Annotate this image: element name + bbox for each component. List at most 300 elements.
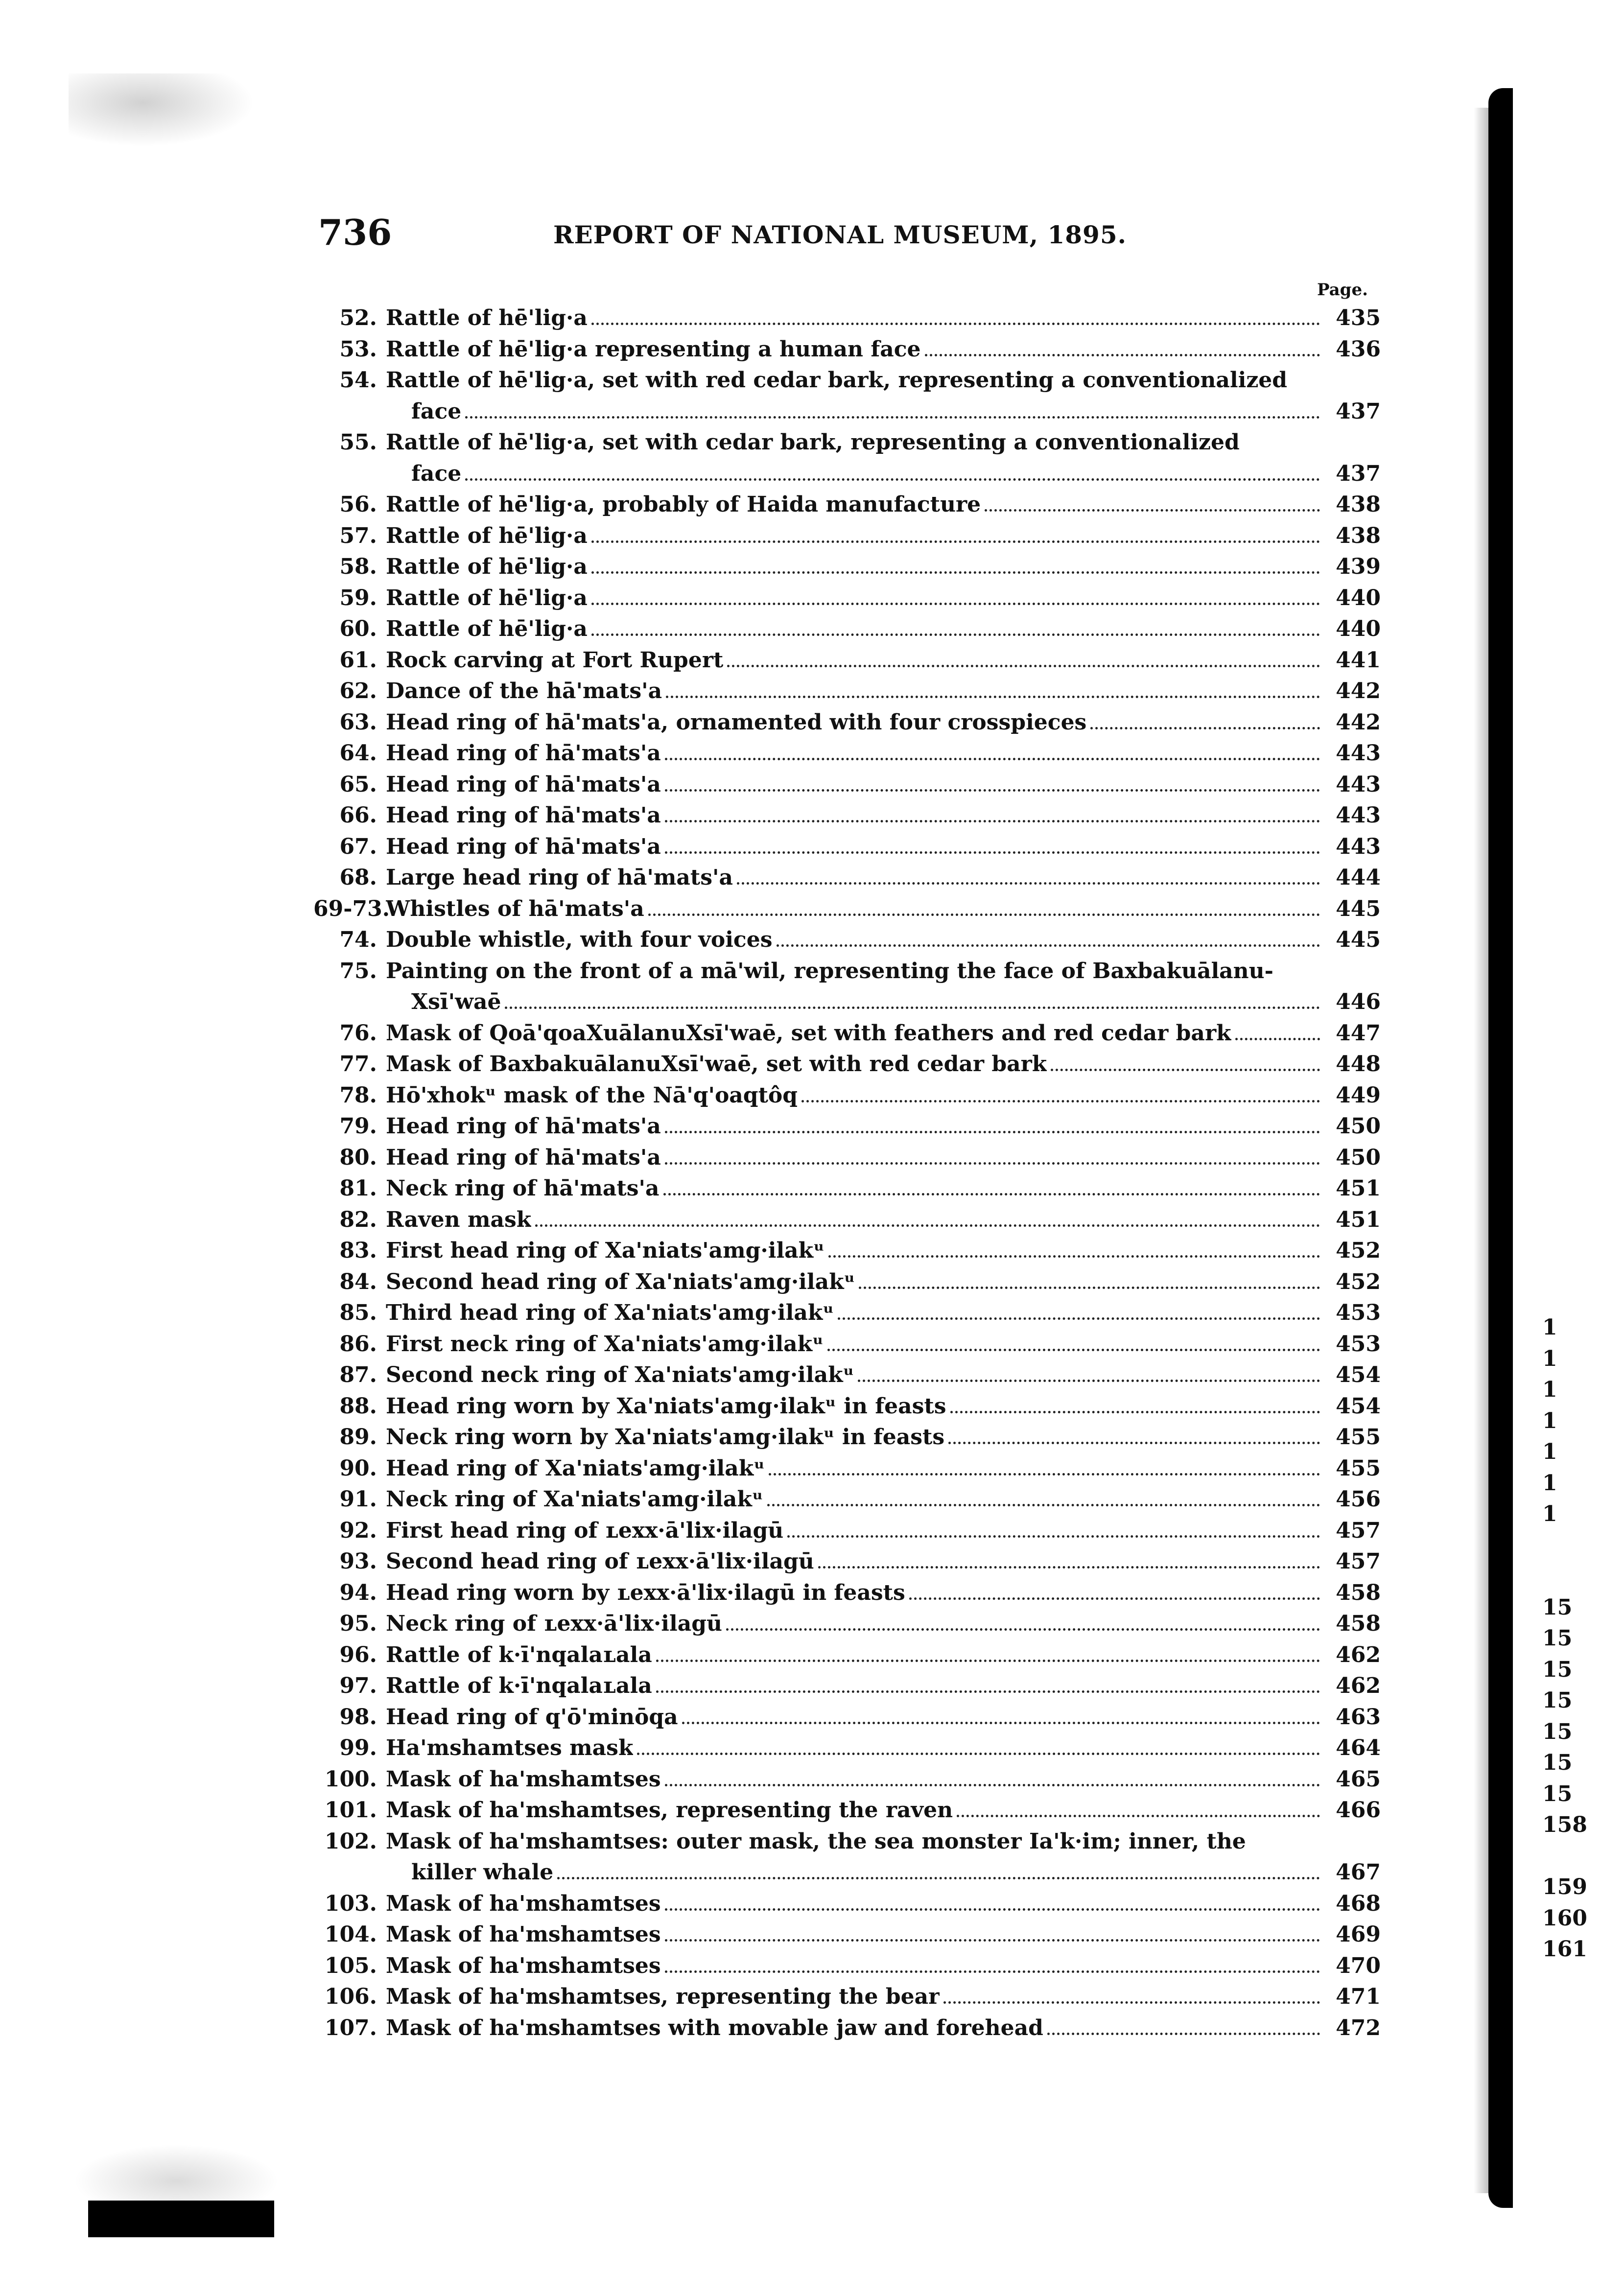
figure-number: 53. [339,336,377,362]
page-fragment: 159 [1542,1874,1587,1899]
figure-entry [313,1235,1381,1266]
figure-caption: Head ring worn by Xa'niats'amg·ilakᵘ in feasts [386,1393,946,1419]
figure-caption: Second neck ring of Xa'niats'amg·ilakᵘ [386,1362,854,1387]
dot-leader [665,758,1320,760]
figure-number: 80. [339,1145,377,1170]
figure-entry [313,1764,1381,1795]
figure-caption-continuation: face [411,398,462,424]
scan-edge-tick [245,2201,253,2237]
page-ref: 470 [1336,1953,1381,1978]
page-ref: 442 [1336,709,1381,735]
page-ref: 449 [1336,1082,1381,1108]
figure-entry [313,334,1381,365]
figure-caption: Rock carving at Fort Rupert [386,647,724,673]
dot-leader [591,323,1320,325]
figure-caption: Rattle of hē'lig·a [386,305,588,330]
figure-caption: Neck ring of ʟexx·ā'lix·ilagū [386,1611,722,1636]
dot-leader [737,882,1320,885]
figure-entry-continuation [313,458,1381,490]
page-fragment: 15 [1542,1750,1573,1775]
page-ref: 457 [1336,1549,1381,1574]
figure-caption: Raven mask [386,1207,532,1232]
figure-number: 101. [324,1798,377,1823]
page-fragment: 1 [1542,1346,1557,1371]
dot-leader [943,2001,1320,2004]
figure-entry [313,738,1381,769]
page-fragment [1542,1841,1601,1872]
figure-caption: Mask of ha'mshamtses, representing the raven [386,1798,953,1823]
figure-caption: Mask of ha'mshamtses [386,1953,661,1978]
dot-leader [948,1442,1320,1444]
figure-entry [313,924,1381,956]
dot-leader [656,1660,1320,1662]
dot-leader [557,1877,1320,1879]
page-ref: 443 [1336,772,1381,797]
figure-number: 82. [339,1207,377,1232]
page-ref: 442 [1336,679,1381,703]
page-fragment [1542,1561,1601,1592]
page-ref: 446 [1336,989,1381,1014]
dot-leader [665,1784,1320,1786]
dot-leader [505,1007,1320,1009]
dot-leader [465,416,1320,419]
figure-caption: Neck ring of Xa'niats'amg·ilakᵘ [386,1487,763,1512]
figure-number: 64. [339,741,377,766]
dot-leader [648,914,1320,916]
page-ref: 454 [1336,1362,1381,1387]
figure-entry [313,365,1381,427]
figure-number: 83. [339,1238,377,1263]
page-ref: 445 [1336,896,1381,921]
figure-caption: Third head ring of Xa'niats'amg·ilakᵘ [386,1300,834,1325]
page-fragment: 15 [1542,1688,1573,1713]
figure-caption: Mask of Qoā'qoaXuālanuXsī'waē, set with feathers and red cedar bark [386,1020,1231,1046]
dot-leader [925,354,1320,356]
figure-number: 81. [339,1176,377,1201]
page-ref: 467 [1336,1860,1381,1885]
figure-entry [313,1919,1381,1950]
figure-entry-line [313,1826,1381,1857]
figure-entry [313,1608,1381,1640]
page-fragment: 15 [1542,1719,1573,1744]
figure-number: 77. [339,1052,377,1077]
dot-leader [665,1131,1320,1133]
page-fragment: 15 [1542,1657,1573,1682]
figure-number: 89. [339,1425,377,1450]
figure-number: 68. [339,865,377,890]
page-ref: 437 [1336,461,1381,486]
binding-edge [1488,88,1513,2208]
page-fragment [1542,1530,1601,1561]
dot-leader [727,665,1320,667]
figure-caption: Second head ring of ʟexx·ā'lix·ilagū [386,1549,814,1574]
dot-leader [1051,1069,1320,1071]
dot-leader [801,1100,1320,1102]
figure-caption: Rattle of hē'lig·a [386,616,588,641]
figure-entry [313,1422,1381,1453]
dot-leader [858,1380,1320,1382]
figure-entry [313,2013,1381,2044]
page-ref: 451 [1336,1207,1381,1232]
dot-leader [665,1908,1320,1911]
dot-leader [769,1473,1320,1476]
figure-number: 61. [339,647,377,673]
figure-caption: Hō'xhokᵘ mask of the Nā'q'oaqtôq [386,1082,798,1108]
figure-number: 76. [339,1020,377,1046]
figure-entry [313,1018,1381,1049]
figure-number: 63. [339,709,377,735]
dot-leader [838,1317,1320,1320]
figure-number: 86. [339,1331,377,1357]
figure-caption: Rattle of k·ī'nqalaʟala [386,1642,652,1667]
figure-number: 59. [339,585,377,610]
figure-entry [313,1733,1381,1764]
page-ref: 456 [1336,1487,1381,1512]
page-fragment: 161 [1542,1937,1587,1962]
page-ref: 468 [1336,1891,1381,1916]
figure-entry [313,1359,1381,1391]
figure-list [313,303,1381,2043]
dot-leader [957,1815,1320,1817]
figure-caption: Head ring of hā'mats'a, ornamented with four crosspieces [386,709,1087,735]
figure-caption: Neck ring of hā'mats'a [386,1176,660,1201]
dot-leader [827,1349,1320,1351]
figure-caption: Mask of ha'mshamtses [386,1922,661,1947]
dot-leader [591,571,1320,574]
figure-caption: Head ring of Xa'niats'amg·ilakᵘ [386,1455,765,1481]
dot-leader [767,1504,1320,1506]
figure-number: 84. [339,1269,377,1294]
figure-entry [313,1484,1381,1515]
page-ref: 465 [1336,1766,1381,1792]
dot-leader [1235,1038,1320,1040]
page-ref: 453 [1336,1300,1381,1325]
dot-leader [591,633,1320,636]
page-fragment: 1 [1542,1315,1557,1340]
figure-entry [313,1515,1381,1546]
page-fragment: 160 [1542,1905,1587,1931]
figure-caption: Rattle of hē'lig·a, set with cedar bark, representing a conventionalized [386,430,1240,455]
binding-shadow [1474,108,1488,2193]
dot-leader [1047,2033,1320,2035]
dot-leader [465,478,1320,481]
dot-leader [665,1970,1320,1973]
figure-caption: Mask of ha'mshamtses [386,1766,661,1792]
figure-number: 65. [339,772,377,797]
figure-entry [313,956,1381,1018]
page-ref: 441 [1336,647,1381,673]
page-ref: 438 [1336,523,1381,548]
figure-caption: Large head ring of hā'mats'a [386,865,733,890]
figure-entry [313,1329,1381,1360]
figure-number: 58. [339,554,377,579]
figure-number: 92. [339,1518,377,1543]
figure-number: 57. [339,523,377,548]
dot-leader [665,1162,1320,1165]
figure-number: 102. [324,1828,377,1854]
figure-number: 103. [324,1891,377,1916]
figure-number: 104. [324,1922,377,1947]
page-ref: 454 [1336,1393,1381,1419]
figure-number: 87. [339,1362,377,1387]
figure-entry [313,303,1381,334]
figure-entry [313,489,1381,520]
figure-entry [313,1640,1381,1671]
page-ref: 440 [1336,585,1381,610]
page-ref: 450 [1336,1145,1381,1170]
figure-caption: Head ring of hā'mats'a [386,1114,661,1139]
figure-entry [313,1142,1381,1173]
figure-entry [313,769,1381,800]
figure-number: 93. [339,1549,377,1574]
page-ref: 462 [1336,1673,1381,1698]
figure-entry [313,1577,1381,1609]
page-ref: 447 [1336,1020,1381,1046]
figure-entry [313,800,1381,831]
dot-leader [909,1597,1320,1600]
figure-caption: Mask of ha'mshamtses with movable jaw and forehead [386,2015,1043,2040]
figure-entry [313,1049,1381,1080]
dot-leader [1090,727,1320,729]
page-ref: 452 [1336,1269,1381,1294]
figure-entry [313,1080,1381,1111]
figure-entry [313,1266,1381,1298]
running-head [318,211,1297,256]
page-ref: 458 [1336,1580,1381,1605]
figure-caption: Double whistle, with four voices [386,927,773,952]
figure-caption: Dance of the hā'mats'a [386,679,662,703]
dot-leader [828,1255,1320,1258]
adjacent-page-fragments [1542,1312,1601,1965]
figure-caption: Neck ring worn by Xa'niats'amg·ilakᵘ in feasts [386,1425,945,1450]
figure-caption: Second head ring of Xa'niats'amg·ilakᵘ [386,1269,855,1294]
page-ref: 472 [1336,2015,1381,2040]
page-ref: 438 [1336,492,1381,517]
dot-leader [591,603,1320,605]
figure-entry [313,831,1381,863]
dot-leader [591,540,1320,543]
page-fragment: 1 [1542,1470,1557,1496]
figure-number: 55. [339,430,377,455]
figure-entry-continuation [313,986,1381,1018]
figure-number: 54. [339,368,377,393]
figure-number: 79. [339,1114,377,1139]
page-ref: 440 [1336,616,1381,641]
page-number: 736 [318,211,392,253]
figure-entry-continuation [313,1857,1381,1888]
page-ref: 455 [1336,1455,1381,1481]
dot-leader [535,1224,1320,1227]
figure-caption: Head ring of hā'mats'a [386,741,661,766]
dot-leader [859,1287,1320,1289]
figure-caption: Whistles of hā'mats'a [386,896,644,921]
figure-entry [313,1888,1381,1920]
figure-number: 99. [339,1735,377,1760]
page-column-label: Page. [1317,280,1368,300]
page-ref: 443 [1336,741,1381,766]
figure-entry [313,707,1381,738]
figure-entry [313,520,1381,552]
figure-number: 95. [339,1611,377,1636]
figure-caption: Mask of BaxbakuālanuXsī'waē, set with red cedar bark [386,1052,1047,1077]
dot-leader [726,1628,1320,1631]
figure-caption: Rattle of hē'lig·a [386,554,588,579]
figure-caption: First head ring of ʟexx·ā'lix·ilagū [386,1518,784,1543]
dot-leader [777,944,1320,947]
dot-leader [666,696,1320,698]
page-ref: 469 [1336,1922,1381,1947]
page-fragment: 1 [1542,1501,1557,1526]
page-fragment: 1 [1542,1377,1557,1402]
page-ref: 464 [1336,1735,1381,1760]
figure-caption: First neck ring of Xa'niats'amg·ilakᵘ [386,1331,824,1357]
page-ref: 458 [1336,1611,1381,1636]
page-ref: 471 [1336,1984,1381,2009]
page-fragment: 1 [1542,1408,1557,1433]
figure-number: 90. [339,1455,377,1481]
figure-entry [313,1173,1381,1204]
dot-leader [665,789,1320,792]
page-ref: 457 [1336,1518,1381,1543]
page-fragment: 15 [1542,1781,1573,1806]
figure-caption-continuation: face [411,461,462,486]
page-ref: 466 [1336,1798,1381,1823]
scan-edge-tick [259,2201,267,2237]
figure-entry [313,613,1381,645]
figure-entry [313,1670,1381,1702]
figure-number: 98. [339,1704,377,1730]
figure-number: 56. [339,492,377,517]
figure-entry-continuation [313,396,1381,427]
page-ref: 435 [1336,305,1381,330]
page-fragment: 15 [1542,1626,1573,1651]
figure-number: 107. [324,2015,377,2040]
figure-caption: Mask of ha'mshamtses [386,1891,661,1916]
figure-entry [313,427,1381,489]
dot-leader [637,1753,1320,1755]
figure-caption-continuation: Xsī'waē [411,989,501,1014]
figure-number: 66. [339,803,377,828]
figure-entry [313,1981,1381,2013]
figure-entry [313,1204,1381,1236]
figure-caption: Head ring of hā'mats'a [386,1145,661,1170]
figure-caption: Rattle of hē'lig·a [386,585,588,610]
figure-number: 106. [324,1984,377,2009]
figure-caption: Mask of ha'mshamtses: outer mask, the sea monster Ia'k·im; inner, the [386,1828,1246,1854]
dot-leader [665,851,1320,854]
dot-leader [665,1939,1320,1942]
page-ref: 451 [1336,1176,1381,1201]
figure-caption: Mask of ha'mshamtses, representing the bear [386,1984,940,2009]
figure-entry [313,893,1381,925]
figure-caption: Rattle of hē'lig·a [386,523,588,548]
page-ref: 439 [1336,554,1381,579]
figure-entry [313,1111,1381,1142]
figure-entry [313,1297,1381,1329]
figure-number: 78. [339,1082,377,1108]
figure-number: 100. [324,1766,377,1792]
page-ref: 450 [1336,1114,1381,1139]
page-ref: 444 [1336,865,1381,890]
page-ref: 463 [1336,1704,1381,1730]
figure-caption: Head ring worn by ʟexx·ā'lix·ilagū in feasts [386,1580,905,1605]
dot-leader [950,1411,1320,1413]
figure-number: 75. [339,958,377,984]
page-ref: 443 [1336,834,1381,859]
page-ref: 436 [1336,336,1381,362]
figure-number: 60. [339,616,377,641]
figure-entry [313,1453,1381,1484]
figure-number: 74. [339,927,377,952]
page-ref: 455 [1336,1425,1381,1450]
page-ref: 445 [1336,927,1381,952]
figure-number: 96. [339,1642,377,1667]
figure-entry [313,1391,1381,1422]
figure-entry [313,1702,1381,1733]
dot-leader [985,509,1320,512]
figure-caption: Rattle of hē'lig·a, set with red cedar bark, representing a conventionalized [386,368,1288,393]
figure-caption: Head ring of hā'mats'a [386,803,661,828]
figure-caption-continuation: killer whale [411,1860,554,1885]
figure-caption: Ha'mshamtses mask [386,1735,634,1760]
page-fragment: 15 [1542,1594,1573,1620]
dot-leader [656,1690,1320,1693]
figure-caption: Head ring of q'ō'minōqa [386,1704,678,1730]
figure-number: 97. [339,1673,377,1698]
figure-entry [313,583,1381,614]
page-ref: 448 [1336,1052,1381,1077]
figure-entry-line [313,365,1381,396]
page-ref: 462 [1336,1642,1381,1667]
figure-entry [313,1795,1381,1826]
dot-leader [665,820,1320,822]
figure-number: 105. [324,1953,377,1978]
figure-caption: Rattle of k·ī'nqalaʟala [386,1673,652,1698]
figure-caption: Painting on the front of a mā'wil, representing the face of Baxbakuālanu- [386,958,1273,984]
scan-smudge [69,73,255,147]
figure-number: 91. [339,1487,377,1512]
figure-number: 94. [339,1580,377,1605]
page-fragment: 158 [1542,1812,1587,1837]
figure-number: 62. [339,679,377,703]
figure-caption: First head ring of Xa'niats'amg·ilakᵘ [386,1238,825,1263]
figure-caption: Head ring of hā'mats'a [386,834,661,859]
dot-leader [682,1722,1320,1724]
figure-number: 52. [339,305,377,330]
figure-entry [313,1950,1381,1982]
dot-leader [663,1193,1320,1195]
figure-number: 69-73. [313,896,390,921]
running-title: REPORT OF NATIONAL MUSEUM, 1895. [553,220,1127,249]
page-ref: 437 [1336,398,1381,424]
figure-entry [313,1826,1381,1888]
page-ref: 452 [1336,1238,1381,1263]
figure-entry [313,551,1381,583]
figure-entry-line [313,427,1381,458]
figure-caption: Rattle of hē'lig·a representing a human face [386,336,921,362]
figure-number: 88. [339,1393,377,1419]
figure-number: 67. [339,834,377,859]
figure-entry [313,1546,1381,1577]
figure-number: 85. [339,1300,377,1325]
figure-caption: Rattle of hē'lig·a, probably of Haida manufacture [386,492,981,517]
page-ref: 453 [1336,1331,1381,1357]
page-ref: 443 [1336,803,1381,828]
dot-leader [787,1535,1320,1538]
figure-entry [313,676,1381,707]
figure-entry [313,862,1381,893]
page-fragment: 1 [1542,1439,1557,1464]
